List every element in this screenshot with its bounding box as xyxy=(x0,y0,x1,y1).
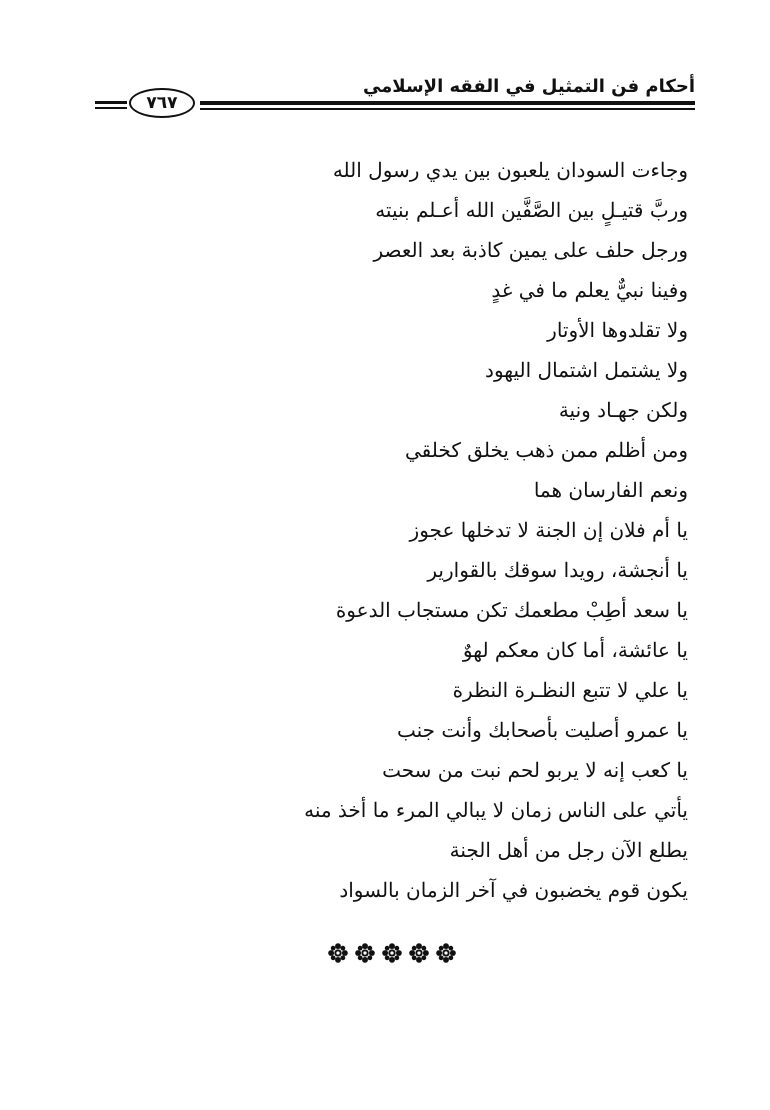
list-item: يكون قوم يخضبون في آخر الزمان بالسواد xyxy=(339,878,688,902)
book-title: أحكام فن التمثيل في الفقه الإسلامي xyxy=(362,76,695,97)
page-number: ٧٦٧ xyxy=(146,93,178,113)
header-rule-thin xyxy=(200,108,695,110)
floral-rosette-icon xyxy=(381,942,403,964)
list-item: يا علي لا تتبع النظـرة النظرة xyxy=(452,678,688,702)
list-item: يا أم فلان إن الجنة لا تدخلها عجوز xyxy=(409,518,688,542)
list-item: وجاءت السودان يلعبون بين يدي رسول الله xyxy=(332,158,688,182)
header-rule-left-thin xyxy=(95,107,127,109)
floral-rosette-icon xyxy=(327,942,349,964)
list-item: يا كعب إنه لا يربو لحم نبت من سحت xyxy=(382,758,688,782)
floral-rosette-icon xyxy=(408,942,430,964)
list-item: ونعم الفارسان هما xyxy=(533,478,688,502)
floral-rosette-icon xyxy=(435,942,457,964)
section-end-ornaments xyxy=(327,942,457,968)
verse-list xyxy=(258,150,688,910)
list-item: يطلع الآن رجل من أهل الجنة xyxy=(449,838,688,862)
list-item: يا أنجشة، رويدا سوقك بالقوارير xyxy=(427,558,688,582)
header-rule-thick xyxy=(200,101,695,105)
list-item: ورجل حلف على يمين كاذبة بعد العصر xyxy=(373,238,688,262)
list-item: ولا تقلدوها الأوتار xyxy=(547,318,688,342)
list-item: ولا يشتمل اشتمال اليهود xyxy=(485,358,688,382)
list-item: يا عائشة، أما كان معكم لهوٌ xyxy=(462,638,688,662)
list-item: ومن أظلم ممن ذهب يخلق كخلقي xyxy=(405,438,688,462)
list-item: يأتي على الناس زمان لا يبالي المرء ما أخذ منه xyxy=(304,798,688,822)
list-item: يا عمرو أصليت بأصحابك وأنت جنب xyxy=(397,718,688,742)
page-number-badge xyxy=(129,88,195,118)
list-item: ولكن جهـاد ونية xyxy=(558,398,688,422)
header-rule-left xyxy=(95,101,127,104)
list-item: وفينا نبيٌّ يعلم ما في غدٍ xyxy=(491,278,688,302)
list-item: وربَّ قتيـلٍ بين الصَّفَّين الله أعـلم بنيته xyxy=(375,198,688,222)
floral-rosette-icon xyxy=(354,942,376,964)
running-header xyxy=(95,70,695,120)
list-item: يا سعد أطِبْ مطعمك تكن مستجاب الدعوة xyxy=(335,598,688,622)
